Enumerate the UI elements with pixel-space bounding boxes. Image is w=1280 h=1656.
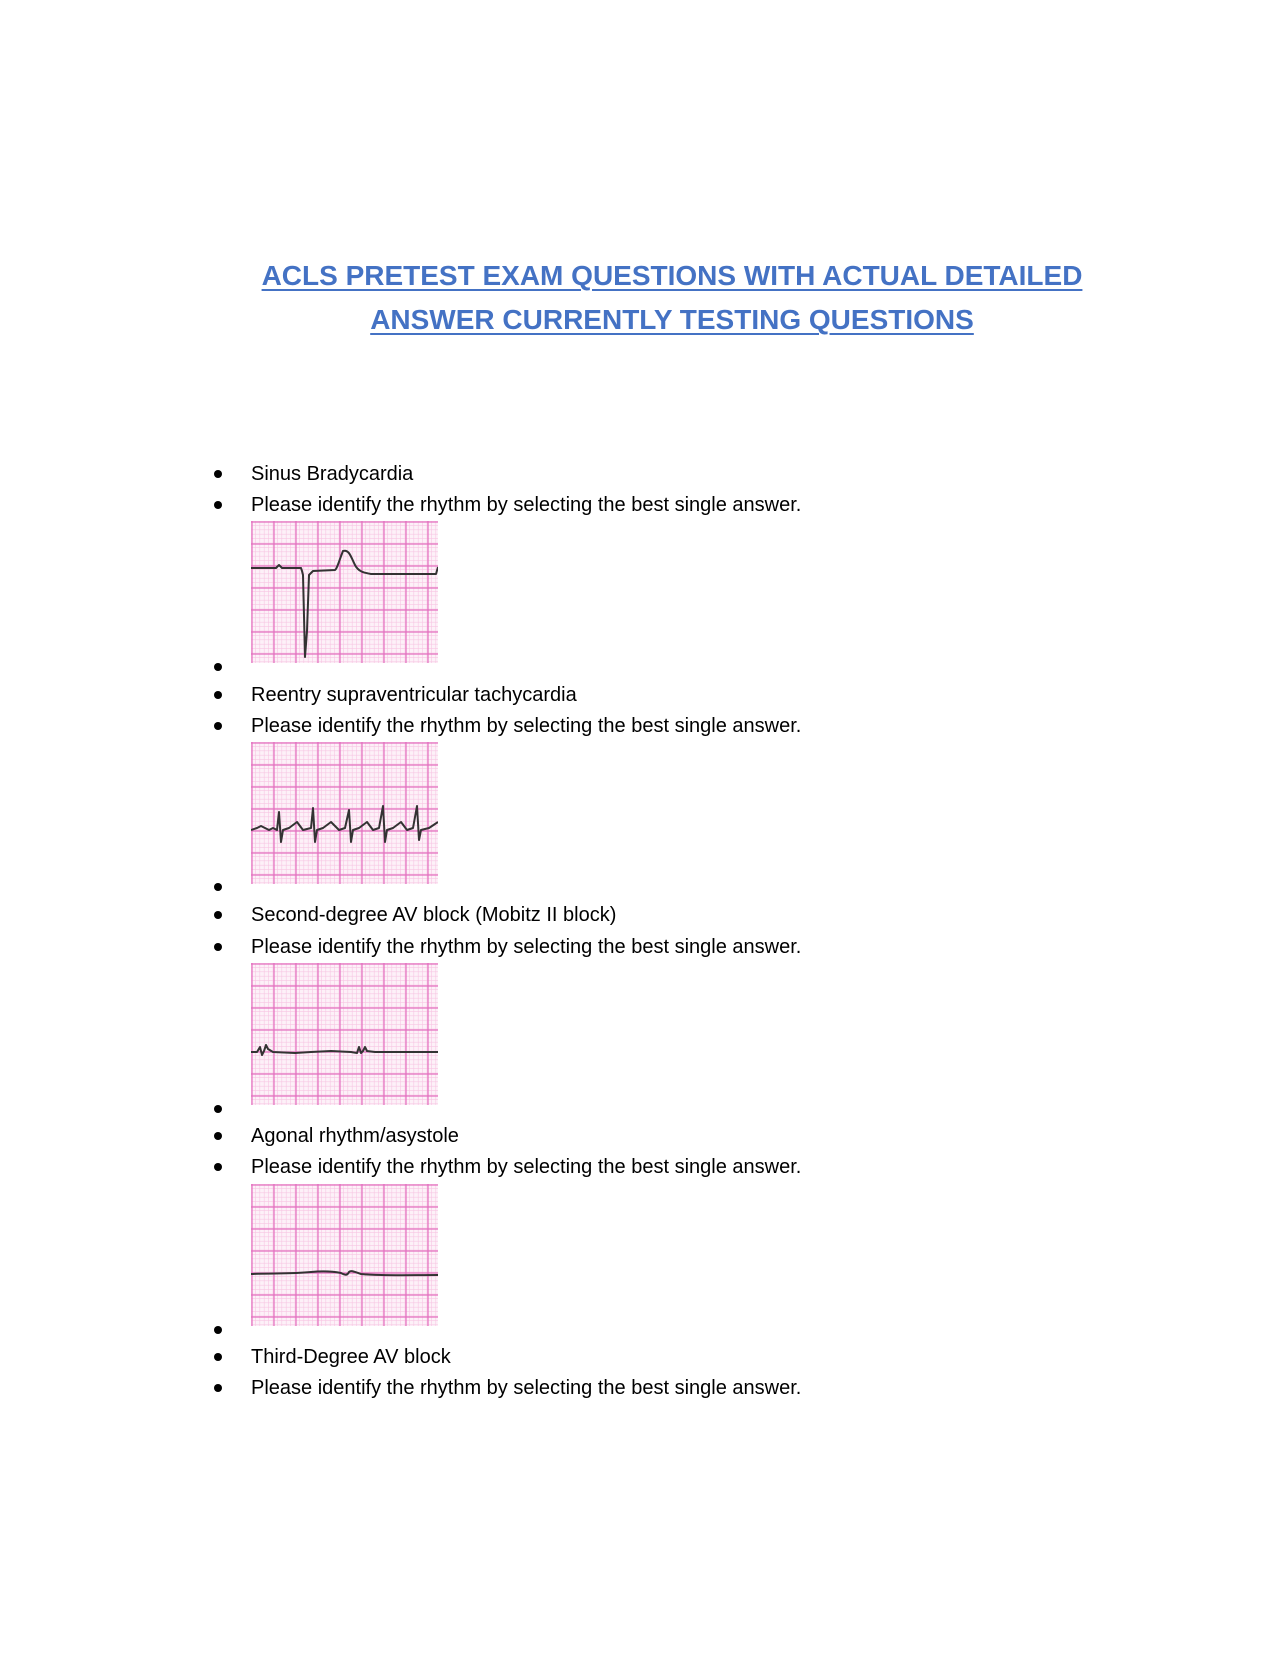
bullet-icon <box>214 1105 222 1113</box>
prompt-text: Please identify the rhythm by selecting the best single answer. <box>251 715 802 737</box>
answer-text: Agonal rhythm/asystole <box>251 1125 459 1147</box>
answer-text: Second-degree AV block (Mobitz II block) <box>251 904 617 926</box>
answer-text: Sinus Bradycardia <box>251 463 414 485</box>
bullet-icon <box>214 663 222 671</box>
bullet-icon <box>214 1163 222 1171</box>
ecg-mobitz-ii-icon <box>251 963 438 1105</box>
bullet-icon <box>214 911 222 919</box>
bullet-icon <box>214 1353 222 1361</box>
ecg-strip-svt <box>251 742 438 884</box>
bullet-icon <box>214 1384 222 1392</box>
bullet-icon <box>214 470 222 478</box>
ecg-svt-icon <box>251 742 438 884</box>
ecg-sinus-bradycardia-icon <box>251 521 438 663</box>
prompt-text: Please identify the rhythm by selecting the best single answer. <box>251 936 802 958</box>
bullet-icon <box>214 943 222 951</box>
prompt-text: Please identify the rhythm by selecting the best single answer. <box>251 1377 802 1399</box>
ecg-strip-asystole <box>251 1184 438 1326</box>
bullet-icon <box>214 501 222 509</box>
bullet-icon <box>214 722 222 730</box>
bullet-icon <box>214 691 222 699</box>
prompt-text: Please identify the rhythm by selecting the best single answer. <box>251 494 802 516</box>
answer-text: Third-Degree AV block <box>251 1346 451 1368</box>
bullet-icon <box>214 1326 222 1334</box>
ecg-asystole-icon <box>251 1184 438 1326</box>
bullet-icon <box>214 1132 222 1140</box>
prompt-text: Please identify the rhythm by selecting the best single answer. <box>251 1156 802 1178</box>
answer-text: Reentry supraventricular tachycardia <box>251 684 577 706</box>
title-line-2: ANSWER CURRENTLY TESTING QUESTIONS <box>370 304 974 335</box>
ecg-strip-mobitz-ii <box>251 963 438 1105</box>
document-title <box>0 254 1280 342</box>
ecg-strip-sinus-bradycardia <box>251 521 438 663</box>
bullet-icon <box>214 883 222 891</box>
title-line-1: ACLS PRETEST EXAM QUESTIONS WITH ACTUAL DETAILED <box>261 260 1083 291</box>
